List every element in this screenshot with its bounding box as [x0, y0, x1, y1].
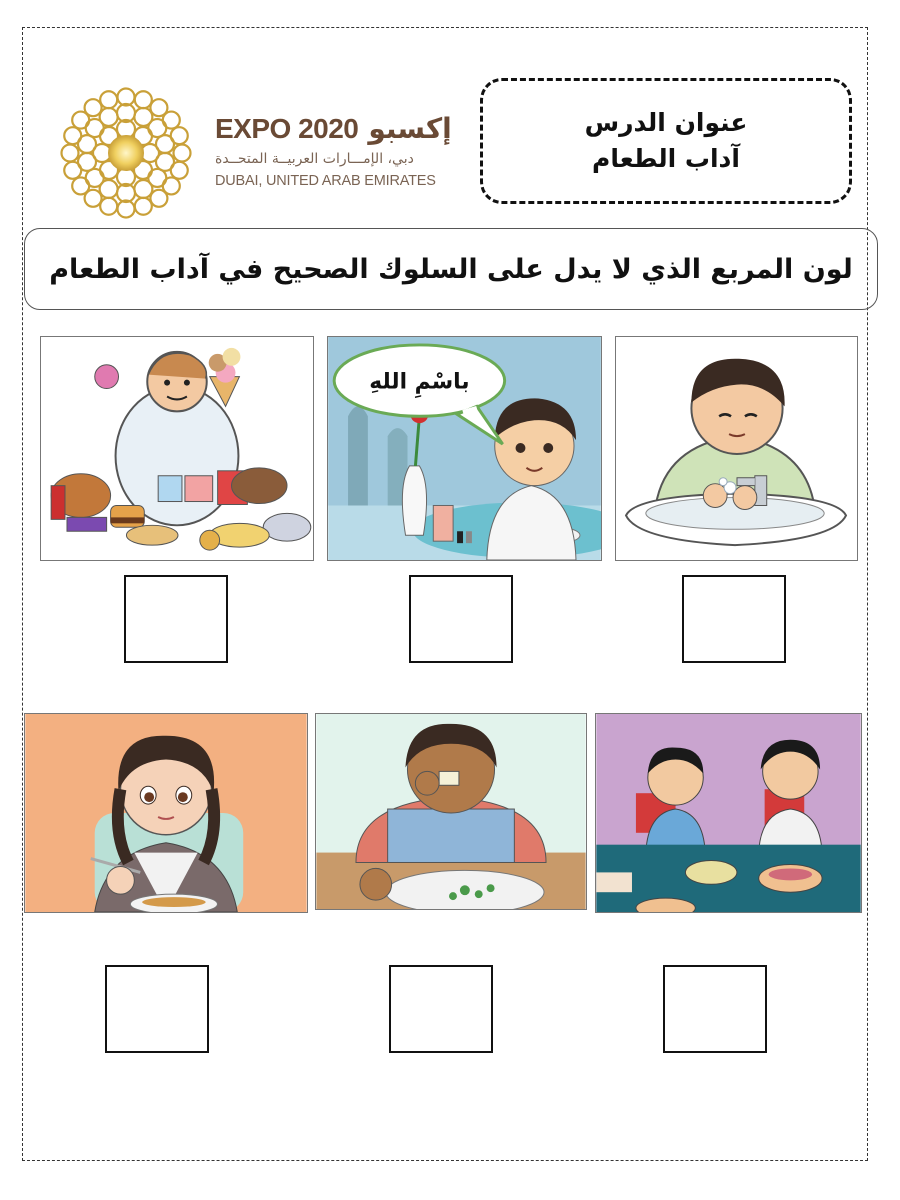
- expo-logo: [55, 82, 465, 222]
- overeating-illustration: [41, 337, 313, 560]
- logo-name-en: EXPO 2020: [215, 113, 359, 144]
- picture-bismillah: [327, 336, 602, 561]
- answer-box-girl-eating-neatly[interactable]: [105, 965, 209, 1053]
- logo-name-ar: إكسبو: [368, 112, 452, 145]
- messy-eating-illustration: [316, 714, 586, 909]
- expo-emblem-icon: [55, 82, 197, 224]
- picture-overeating: [40, 336, 314, 561]
- answer-box-bismillah[interactable]: [409, 575, 513, 663]
- logo-location-en: DUBAI, UNITED ARAB EMIRATES: [215, 173, 436, 189]
- answer-box-overeating[interactable]: [124, 575, 228, 663]
- logo-location-ar: دبي، الإمـــارات العربيــة المتحــدة: [215, 151, 414, 167]
- answer-box-handwashing[interactable]: [682, 575, 786, 663]
- speech-bubble-text: باسْمِ اللهِ: [369, 369, 470, 395]
- lesson-label: عنوان الدرس: [584, 107, 748, 137]
- handwashing-illustration: [616, 337, 857, 560]
- children-at-table-illustration: [596, 714, 861, 912]
- answer-box-children-at-table[interactable]: [663, 965, 767, 1053]
- answer-box-child-messy-eating[interactable]: [389, 965, 493, 1053]
- girl-eating-illustration: [25, 714, 307, 912]
- picture-child-messy-eating: [315, 713, 587, 910]
- bismillah-illustration: [328, 337, 601, 560]
- lesson-title: آداب الطعام: [592, 144, 740, 173]
- picture-handwashing: [615, 336, 858, 561]
- picture-girl-eating-neatly: [24, 713, 308, 913]
- instruction-box: [24, 228, 878, 310]
- picture-children-at-table: [595, 713, 862, 913]
- lesson-title-box: [480, 78, 852, 204]
- instruction-text: لون المربع الذي لا يدل على السلوك الصحيح في آداب الطعام: [49, 253, 853, 285]
